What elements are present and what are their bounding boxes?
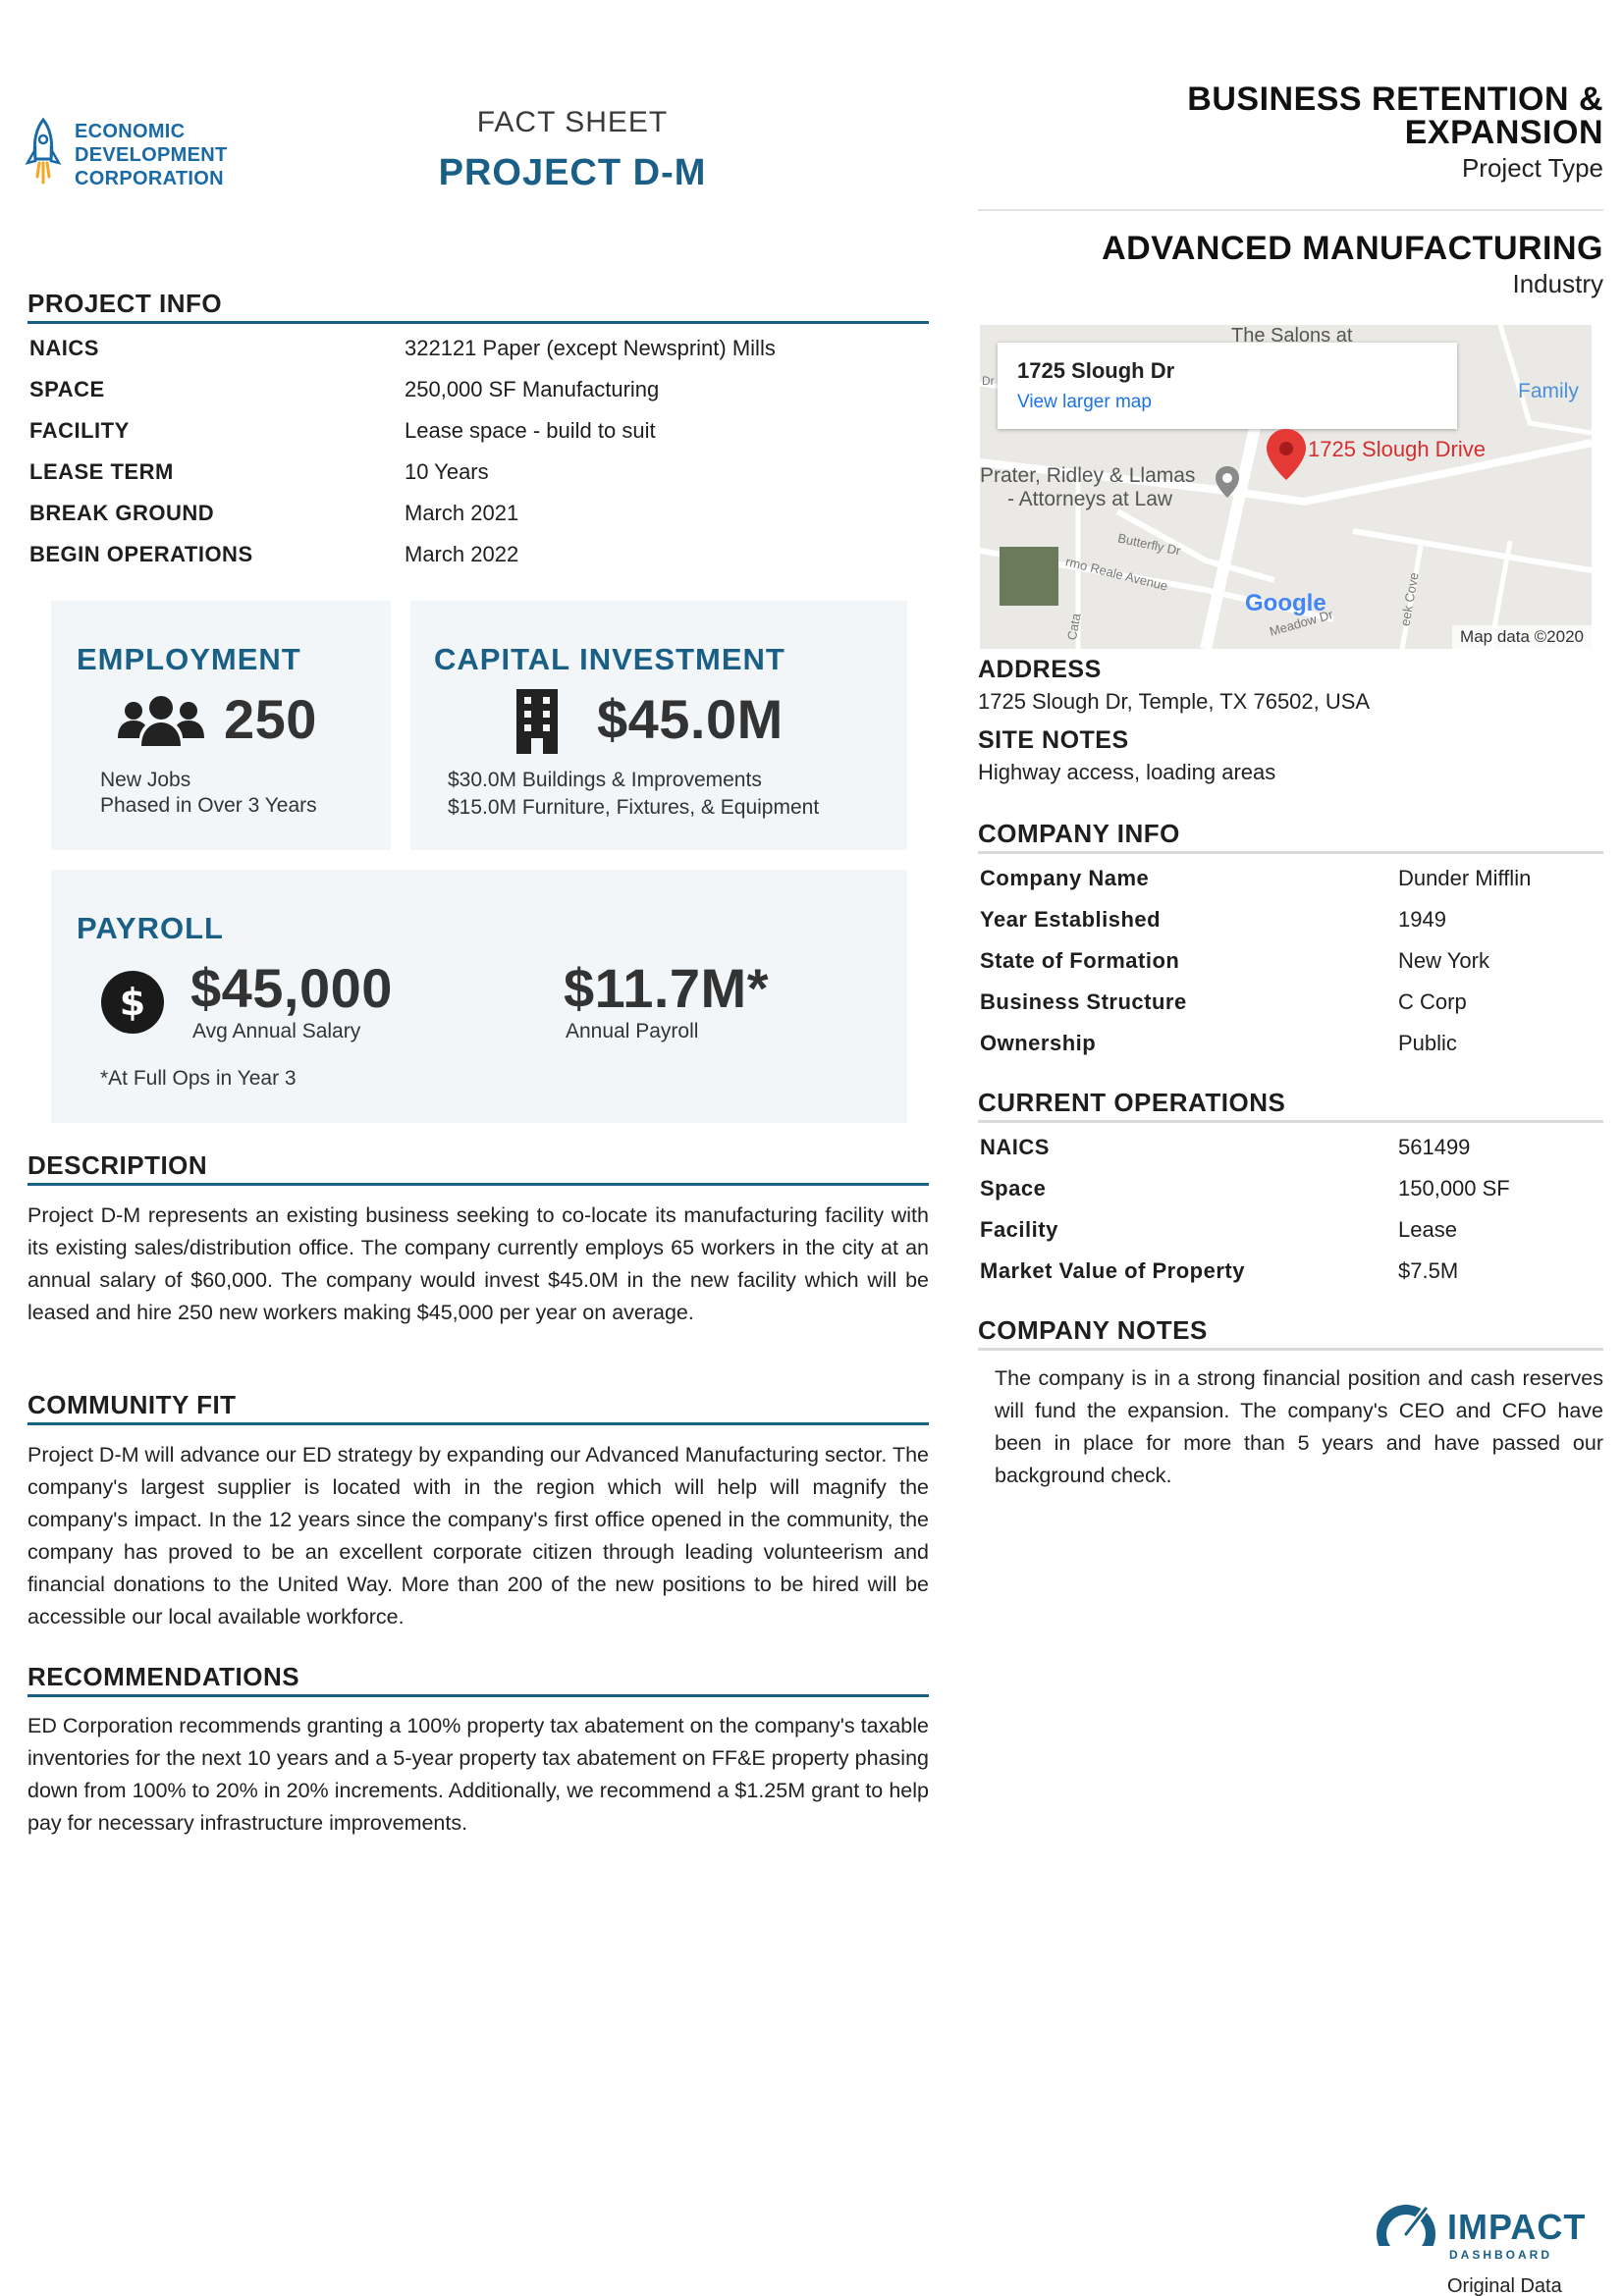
map-poi-label: The Salons at [1231, 325, 1353, 347]
project-type-line-1: BUSINESS RETENTION & [1187, 80, 1603, 118]
industry-caption: Industry [1512, 269, 1603, 298]
svg-text:$: $ [119, 981, 146, 1024]
row-key: FACILITY [29, 418, 130, 443]
current-ops-row [980, 1133, 1598, 1162]
project-info-row [29, 540, 913, 569]
impact-brand: IMPACT [1447, 2207, 1587, 2247]
employment-value: 250 [224, 688, 317, 750]
payroll-salary: $45,000 [190, 957, 393, 1019]
map-credit: Map data ©2020 [1452, 625, 1592, 649]
current-ops-row [980, 1256, 1598, 1286]
recommendations-heading: RECOMMENDATIONS [27, 1662, 929, 1697]
original-data-caption: Original Data [1447, 2275, 1562, 2296]
employment-title: EMPLOYMENT [77, 642, 301, 676]
map-street-label: Butterfly Dr [1116, 530, 1182, 559]
row-value: Lease [1398, 1217, 1457, 1242]
row-key: SPACE [29, 377, 105, 401]
row-key: Facility [980, 1217, 1058, 1242]
project-type-line-2: EXPANSION [1404, 114, 1603, 151]
payroll-total: $11.7M* [564, 957, 769, 1019]
row-value: 10 Years [405, 459, 489, 484]
row-key: NAICS [29, 336, 99, 360]
row-key: Company Name [980, 866, 1150, 890]
payroll-salary-caption: Avg Annual Salary [192, 1020, 361, 1042]
logo-line-1: ECONOMIC [75, 121, 186, 142]
row-value: 250,000 SF Manufacturing [405, 377, 660, 401]
row-key: NAICS [980, 1135, 1050, 1159]
map-street-label: Dr [982, 374, 995, 388]
map-poi-marker-icon [1214, 464, 1241, 500]
map-street-label: rmo Reale Avenue [1063, 554, 1169, 594]
map-info-card [998, 343, 1457, 429]
site-notes-heading: SITE NOTES [978, 726, 1129, 754]
company-info-row [980, 905, 1598, 934]
gauge-icon [1373, 2199, 1439, 2266]
row-value: Public [1398, 1031, 1457, 1055]
row-key: Ownership [980, 1031, 1097, 1055]
current-operations-heading: CURRENT OPERATIONS [978, 1088, 1603, 1123]
poi-line-2: - Attorneys at Law [1007, 488, 1173, 510]
capital-value: $45.0M [597, 688, 784, 750]
payroll-total-caption: Annual Payroll [566, 1020, 699, 1042]
project-info-row [29, 457, 913, 487]
project-info-row [29, 334, 913, 363]
project-type-caption: Project Type [1461, 153, 1603, 183]
map-pin-icon[interactable] [1265, 427, 1308, 482]
company-info-row [980, 988, 1598, 1017]
people-icon [116, 693, 206, 752]
row-value: $7.5M [1398, 1258, 1459, 1283]
row-value: Lease space - build to suit [405, 418, 656, 443]
map-card-title: 1725 Slough Dr [1017, 358, 1175, 383]
map-pin-label: 1725 Slough Drive [1308, 437, 1487, 461]
edc-logo [24, 116, 240, 200]
description-heading: DESCRIPTION [27, 1150, 929, 1186]
capital-title: CAPITAL INVESTMENT [434, 642, 785, 676]
google-logo: Google [1245, 590, 1326, 616]
row-value: Dunder Mifflin [1398, 866, 1532, 890]
employment-panel [51, 601, 391, 850]
company-info-row [980, 946, 1598, 976]
company-notes-heading: COMPANY NOTES [978, 1315, 1603, 1351]
fact-sheet-label: FACT SHEET [476, 106, 669, 138]
row-value: 150,000 SF [1398, 1176, 1510, 1201]
project-info-row [29, 375, 913, 404]
description-text: Project D-M represents an existing business seeking to co-locate its manufacturing facility with its existing sales/distribution office. The company currently employs 65 workers in the city at an annual salary of $60,000. The company would invest $45.0M in the new facility which will be leased and hire 250 new workers making $45,000 per year on average. [27, 1203, 929, 1324]
industry-name: ADVANCED MANUFACTURING [1102, 230, 1603, 267]
row-key: State of Formation [980, 948, 1180, 973]
industry-block [1102, 232, 1603, 299]
row-key: BEGIN OPERATIONS [29, 542, 253, 566]
project-title: PROJECT D-M [438, 152, 707, 193]
address-heading: ADDRESS [978, 656, 1102, 683]
current-ops-row [980, 1215, 1598, 1245]
map-poi-family: Family [1518, 380, 1579, 402]
site-notes-value: Highway access, loading areas [978, 760, 1276, 784]
payroll-panel [51, 870, 907, 1123]
view-larger-map-link[interactable]: View larger map [1017, 392, 1152, 412]
employment-caption-1: New Jobs [100, 769, 191, 791]
current-ops-row [980, 1174, 1598, 1203]
row-value: New York [1398, 948, 1489, 973]
recommendations-text: ED Corporation recommends granting a 100% property tax abatement on the company's taxable inventories for the next 10 years and a 5-year property tax abatement on FF&E property phasing down from 100% to 20% in 20% increments. Additionally, we recommend a $1.25M grant to help pay for necessary infrastructure improvements. [27, 1714, 929, 1835]
payroll-title: PAYROLL [77, 911, 224, 945]
row-value: 561499 [1398, 1135, 1471, 1159]
row-value: March 2022 [405, 542, 519, 566]
company-info-heading: COMPANY INFO [978, 819, 1603, 854]
row-key: Business Structure [980, 989, 1187, 1014]
project-info-heading: PROJECT INFO [27, 289, 929, 324]
row-key: LEASE TERM [29, 459, 174, 484]
community-fit-text: Project D-M will advance our ED strategy by expanding our Advanced Manufacturing sector. The company's largest supplier is located with in the region which will help will magnify the company's impact. In the 12 years since the company's first office opened in the community, the company has proved to be an excellent corporate citizen through leading volunteerism and financial donations to the United Way. More than 200 of the new positions to be hired will be accessible our local available workforce. [27, 1443, 929, 1629]
header-divider [978, 209, 1603, 211]
project-info-row [29, 499, 913, 528]
company-info-row [980, 864, 1598, 893]
payroll-footnote: *At Full Ops in Year 3 [100, 1067, 297, 1090]
project-info-row [29, 416, 913, 446]
project-type-block [1187, 82, 1603, 184]
row-value: 1949 [1398, 907, 1446, 932]
logo-line-2: DEVELOPMENT [75, 144, 228, 166]
location-map[interactable] [980, 325, 1592, 649]
map-poi-attorneys [980, 464, 1195, 511]
impact-dashboard-logo [1373, 2199, 1598, 2277]
map-street-label: Cata [1063, 612, 1084, 642]
capital-line-2: $15.0M Furniture, Fixtures, & Equipment [448, 796, 820, 819]
capital-line-1: $30.0M Buildings & Improvements [448, 769, 762, 791]
map-street-label: Meadow Dr [1268, 607, 1335, 639]
employment-caption-2: Phased in Over 3 Years [100, 794, 317, 817]
row-value: C Corp [1398, 989, 1467, 1014]
row-key: Year Established [980, 907, 1162, 932]
rocket-icon [24, 116, 63, 194]
row-value: 322121 Paper (except Newsprint) Mills [405, 336, 776, 360]
row-key: Space [980, 1176, 1047, 1201]
dollar-icon [100, 970, 165, 1035]
logo-line-3: CORPORATION [75, 168, 224, 189]
company-info-row [980, 1029, 1598, 1058]
company-notes-text: The company is in a strong financial position and cash reserves will fund the expansion. The company's CEO and CFO have been in place for more than 5 years and have passed our background check. [995, 1366, 1603, 1487]
poi-line-1: Prater, Ridley & Llamas [980, 464, 1196, 487]
address-value: 1725 Slough Dr, Temple, TX 76502, USA [978, 689, 1371, 714]
row-key: Market Value of Property [980, 1258, 1245, 1283]
capital-panel [410, 601, 907, 850]
row-value: March 2021 [405, 501, 519, 525]
community-fit-heading: COMMUNITY FIT [27, 1390, 929, 1425]
row-key: BREAK GROUND [29, 501, 215, 525]
building-icon [513, 687, 562, 756]
map-street-label: eek Cove [1397, 571, 1422, 627]
impact-brand-sub: DASHBOARD [1449, 2248, 1552, 2262]
